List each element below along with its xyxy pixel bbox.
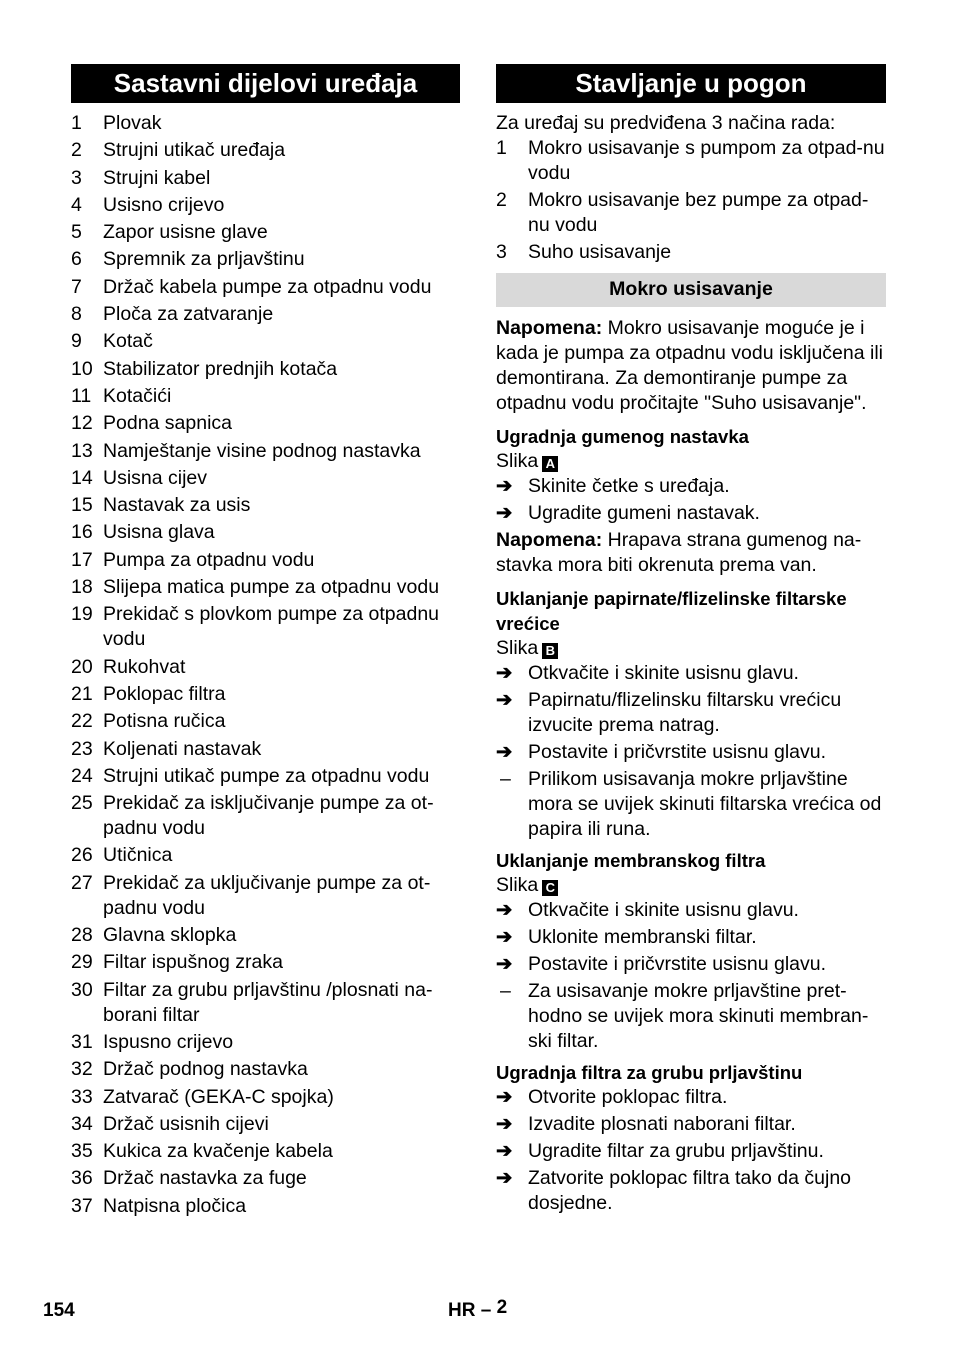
list-item	[71, 111, 460, 136]
step-text: Prilikom usisavanja mokre prljavštine mora se uvijek skinuti filtarska vrećica od papira ili runa.	[528, 768, 882, 840]
step-item	[496, 1085, 886, 1110]
section-heading-start-up: Stavljanje u pogon	[496, 64, 886, 103]
section-title: Uklanjanje membranskog filtra	[496, 850, 766, 871]
item-label: Podna sapnica	[103, 412, 233, 435]
mode-number: 2	[496, 189, 507, 211]
item-label: Utičnica	[103, 844, 173, 867]
item-label: Usisno crijevo	[103, 193, 225, 216]
figure-label: Slika	[496, 874, 539, 896]
item-number: 2	[71, 139, 82, 162]
item-label: Držač podnog nastavka	[103, 1058, 308, 1081]
mode-number: 3	[496, 241, 507, 263]
item-number: 36	[71, 1167, 93, 1190]
item-label: Natpisna pločica	[103, 1194, 247, 1217]
item-number: 10	[71, 357, 93, 380]
section-membrane-filter	[496, 848, 886, 1054]
list-item	[71, 791, 460, 841]
list-item	[71, 602, 460, 652]
arrow-right-icon: ➔	[496, 475, 513, 497]
item-number: 37	[71, 1194, 93, 1217]
left-column	[71, 64, 460, 1221]
step-text: Postavite i pričvrstite usisnu glavu.	[528, 741, 827, 763]
item-label: Spremnik za prljavštinu	[103, 248, 305, 271]
step-text: Izvadite plosnati naborani filtar.	[528, 1113, 796, 1135]
item-number: 26	[71, 844, 93, 867]
list-item	[71, 764, 460, 789]
item-label: Kotačići	[103, 384, 172, 407]
section-title: Ugradnja filtra za grubu prljavštinu	[496, 1062, 803, 1083]
step-item	[496, 1139, 886, 1164]
right-column	[496, 64, 886, 1218]
item-label: Rukohvat	[103, 655, 186, 678]
item-label: Namještanje visine podnog nastavka	[103, 439, 421, 462]
list-item	[71, 220, 460, 245]
step-text: Skinite četke s uređaja.	[528, 475, 730, 497]
list-item	[71, 1194, 460, 1219]
list-item	[71, 1057, 460, 1082]
item-label: Držač nastavka za fuge	[103, 1167, 307, 1190]
list-item	[71, 411, 460, 436]
note-text: Mokro usisavanje moguće je i kada je pumpa za otpadnu vodu isključena ili demontirana. Za demontiranje pumpe za otpadnu vodu pročitajte "Suho usisavanje".	[496, 317, 884, 414]
item-label: Usisna cijev	[103, 466, 208, 489]
arrow-right-icon: ➔	[496, 899, 513, 921]
step-item	[496, 925, 886, 950]
section-filter-bag	[496, 586, 886, 842]
item-number: 13	[71, 439, 93, 462]
step-item	[496, 1112, 886, 1137]
list-item	[71, 575, 460, 600]
subheading-wet-vacuuming: Mokro usisavanje	[496, 273, 886, 307]
item-label: Prekidač s plovkom pumpe za otpadnu vodu	[103, 603, 440, 651]
list-item	[71, 138, 460, 163]
dash-marker: –	[500, 768, 511, 790]
step-item	[496, 979, 886, 1054]
note-rubber-insert	[496, 528, 886, 578]
step-item	[496, 661, 886, 686]
figure-badge: A	[542, 456, 558, 472]
step-item	[496, 767, 886, 842]
list-item	[71, 466, 460, 491]
step-text: Postavite i pričvrstite usisnu glavu.	[528, 953, 827, 975]
sub-page: 2	[496, 1297, 508, 1318]
components-list	[71, 111, 460, 1219]
mode-number: 1	[496, 137, 507, 159]
item-number: 17	[71, 548, 93, 571]
list-item	[71, 950, 460, 975]
item-number: 18	[71, 576, 93, 599]
list-item	[71, 1139, 460, 1164]
item-label: Strujni utikač uređaja	[103, 139, 286, 162]
item-number: 6	[71, 248, 82, 271]
item-label: Ploča za zatvaranje	[103, 303, 274, 326]
list-item	[71, 493, 460, 518]
step-item	[496, 898, 886, 923]
arrow-right-icon: ➔	[496, 662, 513, 684]
note-label: Napomena:	[496, 529, 603, 551]
modes-list	[496, 136, 886, 265]
step-text: Otkvačite i skinite usisnu glavu.	[528, 662, 799, 684]
intro-text: Za uređaj su predviđena 3 načina rada:	[496, 112, 836, 134]
item-label: Kotač	[103, 330, 153, 353]
language-code: HR	[448, 1300, 476, 1321]
item-label: Koljenati nastavak	[103, 737, 262, 760]
steps	[496, 1085, 886, 1216]
item-label: Potisna ručica	[103, 710, 226, 733]
list-item	[71, 843, 460, 868]
section-coarse-filter	[496, 1060, 886, 1216]
steps	[496, 474, 886, 526]
item-number: 8	[71, 303, 82, 326]
step-text: Papirnatu/flizelinsku filtarsku vrećicu izvucite prema natrag.	[528, 689, 842, 736]
list-item	[71, 1166, 460, 1191]
item-label: Pumpa za otpadnu vodu	[103, 548, 315, 571]
item-number: 23	[71, 737, 93, 760]
figure-label: Slika	[496, 637, 539, 659]
item-number: 9	[71, 330, 82, 353]
step-item	[496, 952, 886, 977]
item-label: Slijepa matica pumpe za otpadnu vodu	[103, 576, 440, 599]
item-number: 22	[71, 710, 93, 733]
item-number: 1	[71, 112, 82, 134]
item-number: 27	[71, 871, 93, 894]
mode-item	[496, 188, 886, 238]
step-text: Zatvorite poklopac filtra tako da čujno dosjedne.	[528, 1167, 852, 1214]
item-label: Filtar za grubu prljavštinu /plosnati na-borani filtar	[103, 978, 433, 1026]
item-number: 19	[71, 603, 93, 626]
list-item	[71, 1112, 460, 1137]
item-label: Stabilizator prednjih kotača	[103, 357, 338, 380]
item-number: 25	[71, 792, 93, 815]
section-title: Ugradnja gumenog nastavka	[496, 426, 749, 447]
item-number: 3	[71, 166, 82, 189]
step-text: Za usisavanje mokre prljavštine pret-hodno se uvijek mora skinuti membran-ski filtar.	[528, 980, 869, 1052]
step-item	[496, 501, 886, 526]
item-number: 20	[71, 655, 93, 678]
figure-badge: C	[542, 880, 558, 896]
list-item	[71, 1030, 460, 1055]
separator: –	[480, 1300, 492, 1321]
item-label: Glavna sklopka	[103, 924, 237, 947]
list-item	[71, 709, 460, 734]
figure-badge: B	[542, 643, 558, 659]
item-number: 34	[71, 1112, 93, 1135]
step-text: Otvorite poklopac filtra.	[528, 1086, 728, 1108]
figure-label: Slika	[496, 450, 539, 472]
list-item	[71, 1085, 460, 1110]
mode-item	[496, 240, 886, 265]
step-text: Uklonite membranski filtar.	[528, 926, 757, 948]
note-text: Hrapava strana gumenog na-stavka mora biti okrenuta prema van.	[496, 529, 862, 576]
steps	[496, 898, 886, 1054]
item-label: Zapor usisne glave	[103, 221, 268, 244]
list-item	[71, 923, 460, 948]
note-label: Napomena:	[496, 317, 603, 339]
item-number: 32	[71, 1058, 93, 1081]
item-number: 14	[71, 466, 93, 489]
item-number: 24	[71, 764, 93, 787]
item-label: Prekidač za uključivanje pumpe za ot-padnu vodu	[103, 871, 431, 919]
step-item	[496, 688, 886, 738]
item-label: Strujni utikač pumpe za otpadnu vodu	[103, 764, 430, 787]
section-title: Uklanjanje papirnate/flizelinske filtarske vrećice	[496, 588, 847, 634]
section-rubber-insert	[496, 424, 886, 578]
item-number: 5	[71, 221, 82, 244]
mode-label: Suho usisavanje	[528, 241, 672, 263]
list-item	[71, 737, 460, 762]
list-item	[71, 978, 460, 1028]
list-item	[71, 302, 460, 327]
item-number: 30	[71, 978, 93, 1001]
mode-label: Mokro usisavanje s pumpom za otpad-nu vodu	[528, 137, 885, 184]
item-label: Strujni kabel	[103, 166, 211, 189]
arrow-right-icon: ➔	[496, 1086, 513, 1108]
item-number: 15	[71, 494, 93, 517]
item-label: Držač usisnih cijevi	[103, 1112, 269, 1135]
arrow-right-icon: ➔	[496, 1167, 513, 1189]
list-item	[71, 275, 460, 300]
list-item	[71, 193, 460, 218]
item-number: 4	[71, 193, 82, 216]
step-text: Ugradite gumeni nastavak.	[528, 502, 760, 524]
item-label: Filtar ispušnog zraka	[103, 951, 283, 974]
step-item	[496, 1166, 886, 1216]
step-item	[496, 740, 886, 765]
footer-language	[448, 1298, 507, 1323]
step-text: Ugradite filtar za grubu prljavštinu.	[528, 1140, 824, 1162]
list-item	[71, 655, 460, 680]
steps	[496, 661, 886, 842]
list-item	[71, 247, 460, 272]
item-label: Usisna glava	[103, 521, 215, 544]
step-item	[496, 474, 886, 499]
mode-item	[496, 136, 886, 186]
list-item	[71, 682, 460, 707]
list-item	[71, 439, 460, 464]
dash-marker: –	[500, 980, 511, 1002]
arrow-right-icon: ➔	[496, 926, 513, 948]
item-number: 28	[71, 924, 93, 947]
note-wet-vacuuming	[496, 316, 886, 416]
item-label: Nastavak za usis	[103, 494, 251, 517]
figure-reference	[496, 449, 886, 474]
arrow-right-icon: ➔	[496, 689, 513, 711]
item-number: 16	[71, 521, 93, 544]
item-number: 21	[71, 682, 93, 705]
item-label: Kukica za kvačenje kabela	[103, 1140, 333, 1163]
step-text: Otkvačite i skinite usisnu glavu.	[528, 899, 799, 921]
item-label: Plovak	[103, 112, 162, 134]
item-label: Poklopac filtra	[103, 682, 226, 705]
figure-reference	[496, 873, 886, 898]
arrow-right-icon: ➔	[496, 741, 513, 763]
arrow-right-icon: ➔	[496, 502, 513, 524]
list-item	[71, 329, 460, 354]
list-item	[71, 548, 460, 573]
arrow-right-icon: ➔	[496, 1140, 513, 1162]
list-item	[71, 871, 460, 921]
list-item	[71, 166, 460, 191]
item-number: 12	[71, 412, 93, 435]
item-number: 31	[71, 1030, 93, 1053]
section-heading-components: Sastavni dijelovi uređaja	[71, 64, 460, 103]
item-number: 35	[71, 1140, 93, 1163]
list-item	[71, 520, 460, 545]
list-item	[71, 357, 460, 382]
item-number: 11	[71, 384, 92, 407]
item-label: Držač kabela pumpe za otpadnu vodu	[103, 275, 432, 298]
mode-label: Mokro usisavanje bez pumpe za otpad-nu vodu	[528, 189, 869, 236]
item-number: 7	[71, 275, 82, 298]
item-label: Prekidač za isključivanje pumpe za ot-padnu vodu	[103, 792, 434, 840]
item-label: Ispusno crijevo	[103, 1030, 234, 1053]
arrow-right-icon: ➔	[496, 953, 513, 975]
item-number: 33	[71, 1085, 93, 1108]
item-label: Zatvarač (GEKA-C spojka)	[103, 1085, 334, 1108]
item-number: 29	[71, 951, 93, 974]
arrow-right-icon: ➔	[496, 1113, 513, 1135]
figure-reference	[496, 636, 886, 661]
page-number: 154	[43, 1300, 75, 1321]
list-item	[71, 384, 460, 409]
